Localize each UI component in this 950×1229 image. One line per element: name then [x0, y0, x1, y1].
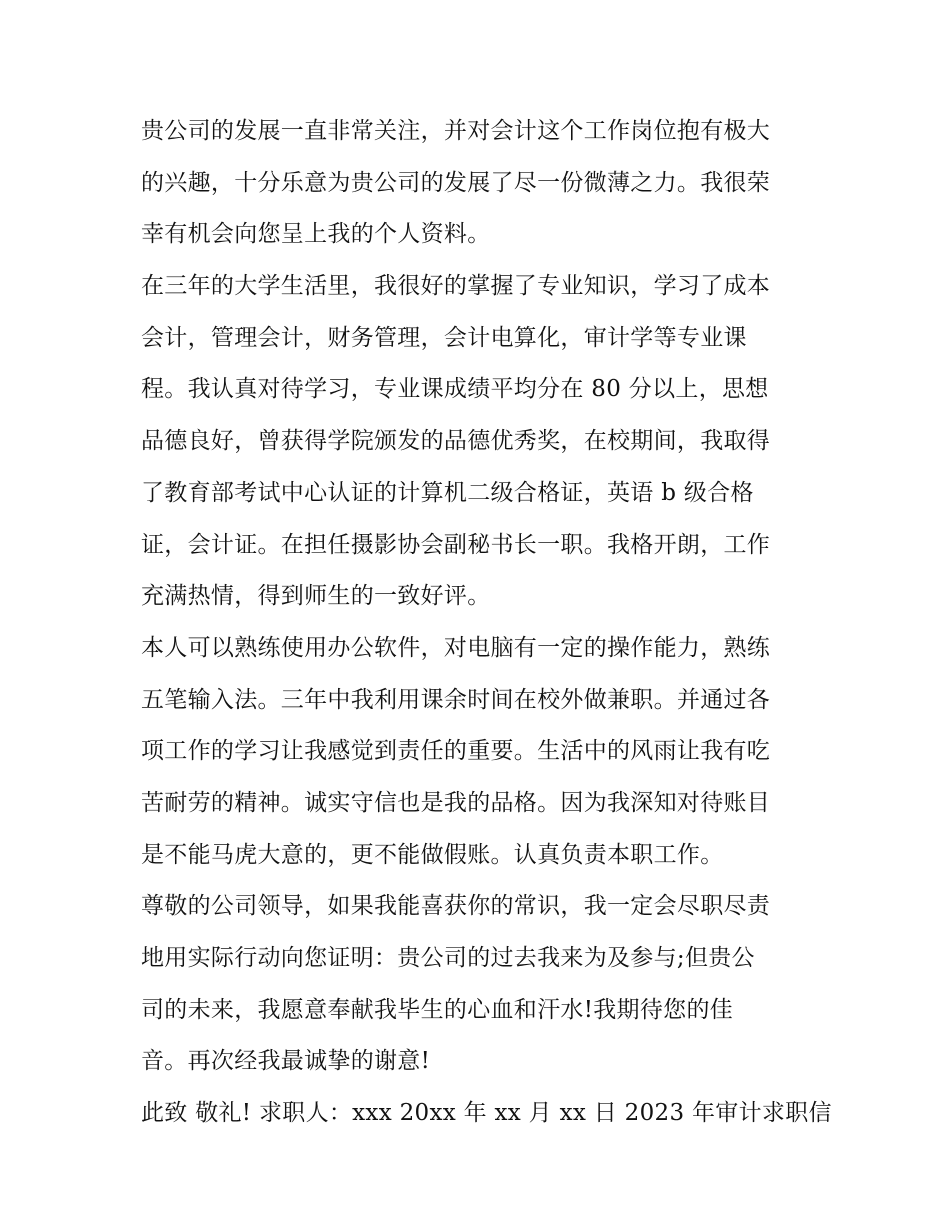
text-line: 本人可以熟练使用办公软件，对电脑有一定的操作能力，熟练: [141, 634, 771, 661]
text-line: 会计，管理会计，财务管理，会计电算化，审计学等专业课: [141, 324, 747, 351]
text-line: 程。我认真对待学习，专业课成绩平均分在 80 分以上，思想: [141, 376, 769, 403]
document-body: [141, 106, 832, 1140]
text-line: 苦耐劳的精神。诚实守信也是我的品格。因为我深知对待账目: [141, 789, 771, 816]
text-line: 尊敬的公司领导，如果我能喜获你的常识，我一定会尽职尽责: [141, 893, 771, 920]
text-line: 的兴趣，十分乐意为贵公司的发展了尽一份微薄之力。我很荣: [141, 169, 771, 196]
text-line: 在三年的大学生活里，我很好的掌握了专业知识，学习了成本: [141, 273, 771, 300]
closing-line: 此致 敬礼! 求职人：xxx 20xx 年 xx 月 xx 日 2023 年审计求职信: [141, 1100, 832, 1127]
text-line: 品德良好，曾获得学院颁发的品德优秀奖，在校期间，我取得: [141, 428, 771, 455]
text-line: 了教育部考试中心认证的计算机二级合格证，英语 b 级合格: [141, 479, 754, 506]
text-line: 地用实际行动向您证明：贵公司的过去我来为及参与;但贵公: [141, 945, 755, 971]
text-line: 司的未来，我愿意奉献我毕生的心血和汗水!我期待您的佳: [141, 996, 734, 1023]
text-line: 充满热情，得到师生的一致好评。: [141, 583, 491, 610]
text-line: 五笔输入法。三年中我利用课余时间在校外做兼职。并通过各: [141, 686, 771, 713]
text-line: 是不能马虎大意的，更不能做假账。认真负责本职工作。: [141, 841, 724, 868]
text-line: 音。再次经我最诚挚的谢意!: [141, 1048, 431, 1075]
text-line: 证，会计证。在担任摄影协会副秘书长一职。我格开朗，工作: [141, 531, 771, 558]
text-line: 幸有机会向您呈上我的个人资料。: [141, 221, 491, 248]
text-line: 贵公司的发展一直非常关注，并对会计这个工作岗位抱有极大: [141, 118, 771, 144]
text-line: 项工作的学习让我感觉到责任的重要。生活中的风雨让我有吃: [141, 738, 771, 765]
